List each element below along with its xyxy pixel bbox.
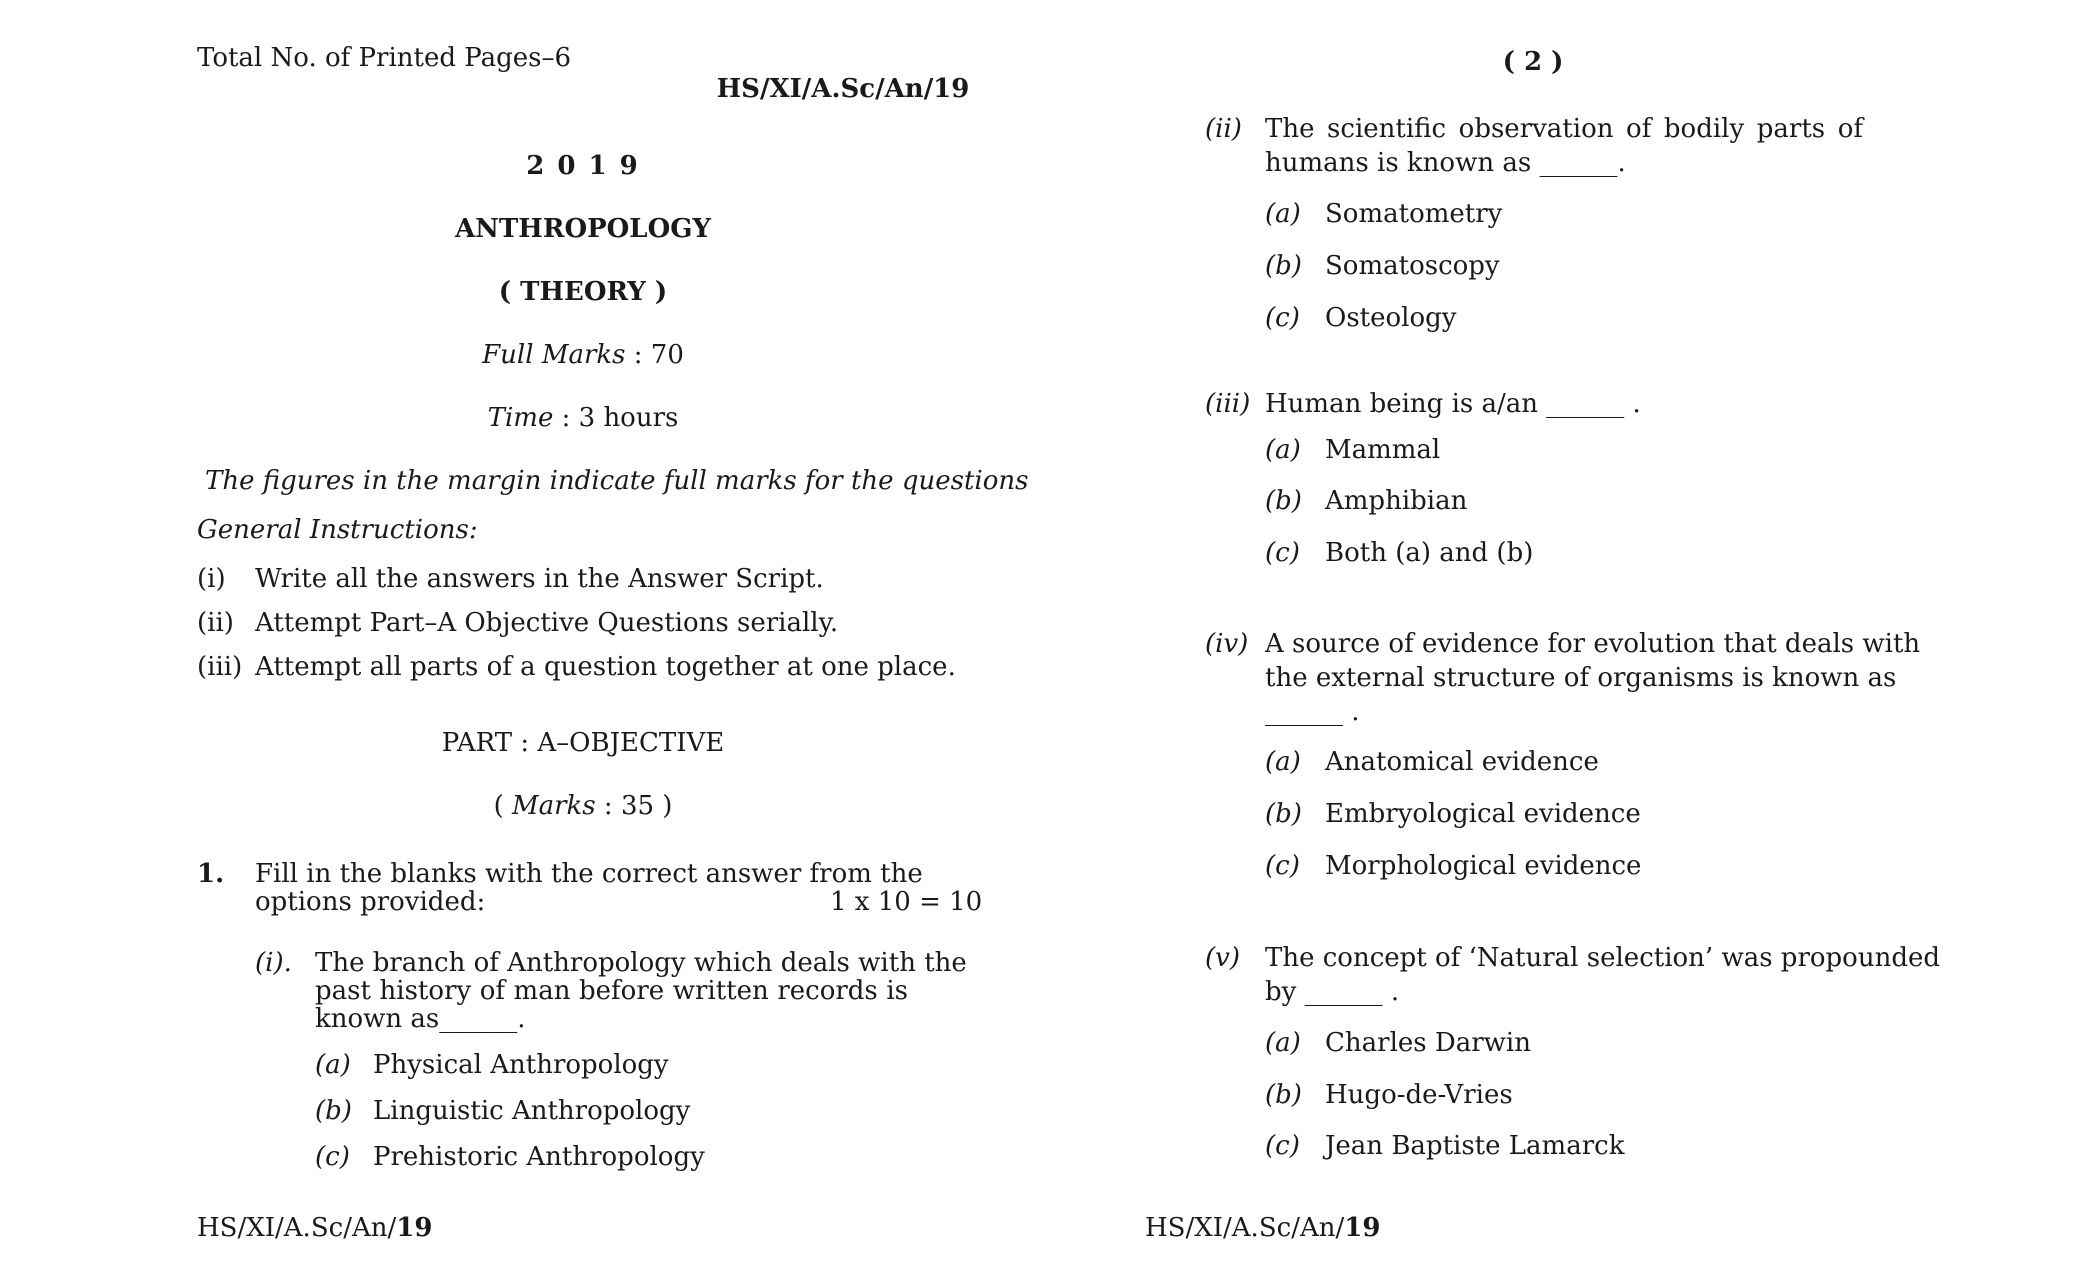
option-text: Embryological evidence — [1325, 799, 1641, 829]
footer-code-num: 19 — [396, 1213, 433, 1243]
option-text: Mammal — [1325, 435, 1441, 465]
part-title: PART : A–OBJECTIVE — [441, 728, 725, 758]
full-marks — [482, 339, 684, 373]
option-label: (a) — [1265, 199, 1301, 229]
question-text-cont: options provided: — [255, 887, 486, 917]
subquestion-text: humans is known as ______. — [1265, 148, 1626, 178]
footer-code-num: 19 — [1344, 1213, 1381, 1243]
subquestion-number: (iii) — [1205, 389, 1251, 419]
time-label: Time — [487, 403, 554, 433]
option-label: (c) — [315, 1142, 350, 1172]
instruction-num: (iii) — [197, 652, 243, 682]
time-value: : 3 hours — [553, 403, 679, 433]
option-label: (c) — [1265, 851, 1300, 881]
option-text: Anatomical evidence — [1325, 747, 1599, 777]
option-label: (c) — [1265, 1131, 1300, 1161]
subquestion-text: by ______ . — [1265, 977, 1400, 1007]
subquestion-text: the external structure of organisms is known as — [1265, 663, 1897, 693]
full-marks-label: Full Marks — [482, 340, 626, 370]
option-label: (c) — [1265, 538, 1300, 568]
exam-year: 2 0 1 9 — [526, 151, 640, 181]
subject-title: ANTHROPOLOGY — [454, 214, 712, 244]
option-label: (a) — [1265, 435, 1301, 465]
footer-code-text: HS/XI/A.Sc/An/ — [1145, 1213, 1345, 1243]
subquestion-text: The concept of ‘Natural selection’ was propounded — [1265, 943, 1940, 973]
subquestion-text: Human being is a/an ______ . — [1265, 389, 1641, 419]
exam-time — [488, 402, 679, 436]
option-text: Physical Anthropology — [373, 1050, 669, 1080]
question-number: 1. — [197, 859, 225, 889]
option-label: (b) — [1265, 486, 1302, 516]
subquestion-text: The branch of Anthropology which deals with the — [315, 948, 967, 978]
option-text: Hugo-de-Vries — [1325, 1080, 1513, 1110]
question-text: Fill in the blanks with the correct answer from the — [255, 859, 923, 889]
paper-code: HS/XI/A.Sc/An/19 — [716, 74, 970, 104]
footer-code — [1145, 1212, 1380, 1246]
instruction-text: Attempt all parts of a question together at one place. — [255, 652, 956, 682]
option-label: (b) — [1265, 251, 1302, 281]
subquestion-number: (i). — [255, 948, 292, 978]
subquestion-text: The scientific observation of bodily parts of — [1265, 114, 1863, 144]
option-label: (a) — [1265, 1028, 1301, 1058]
subquestion-text: ______ . — [1265, 697, 1360, 727]
margin-note: The figures in the margin indicate full marks for the questions — [205, 466, 1029, 496]
instruction-num: (i) — [197, 564, 226, 594]
option-text: Jean Baptiste Lamarck — [1325, 1131, 1625, 1161]
printed-pages-note: Total No. of Printed Pages–6 — [197, 43, 571, 73]
subquestion-text: known as______. — [315, 1004, 526, 1034]
part-marks — [494, 790, 673, 824]
page-number: ( 2 ) — [1502, 47, 1564, 77]
instruction-num: (ii) — [197, 608, 234, 638]
option-text: Somatoscopy — [1325, 251, 1500, 281]
option-text: Linguistic Anthropology — [373, 1096, 691, 1126]
subquestion-number: (ii) — [1205, 114, 1242, 144]
option-text: Amphibian — [1325, 486, 1468, 516]
option-text: Prehistoric Anthropology — [373, 1142, 705, 1172]
option-label: (a) — [315, 1050, 351, 1080]
question-marks: 1 x 10 = 10 — [830, 887, 983, 917]
instruction-text: Attempt Part–A Objective Questions serially. — [255, 608, 839, 638]
subquestion-number: (iv) — [1205, 629, 1249, 659]
subquestion-text: A source of evidence for evolution that deals with — [1265, 629, 1921, 659]
part-marks-value: : 35 ) — [595, 791, 673, 821]
option-text: Osteology — [1325, 303, 1457, 333]
part-marks-label: Marks — [511, 791, 596, 821]
footer-code — [197, 1212, 432, 1246]
footer-code-text: HS/XI/A.Sc/An/ — [197, 1213, 397, 1243]
option-label: (b) — [1265, 799, 1302, 829]
full-marks-value: : 70 — [625, 340, 684, 370]
option-label: (b) — [1265, 1080, 1302, 1110]
part-marks-open: ( — [493, 791, 512, 821]
option-text: Morphological evidence — [1325, 851, 1642, 881]
subquestion-number: (v) — [1205, 943, 1240, 973]
option-label: (c) — [1265, 303, 1300, 333]
subquestion-text: past history of man before written records is — [315, 976, 908, 1006]
option-label: (a) — [1265, 747, 1301, 777]
instruction-text: Write all the answers in the Answer Script. — [255, 564, 824, 594]
option-text: Charles Darwin — [1325, 1028, 1531, 1058]
general-instructions-heading: General Instructions: — [197, 515, 478, 545]
option-text: Somatometry — [1325, 199, 1503, 229]
paper-type: ( THEORY ) — [498, 277, 668, 307]
option-label: (b) — [315, 1096, 352, 1126]
option-text: Both (a) and (b) — [1325, 538, 1534, 568]
